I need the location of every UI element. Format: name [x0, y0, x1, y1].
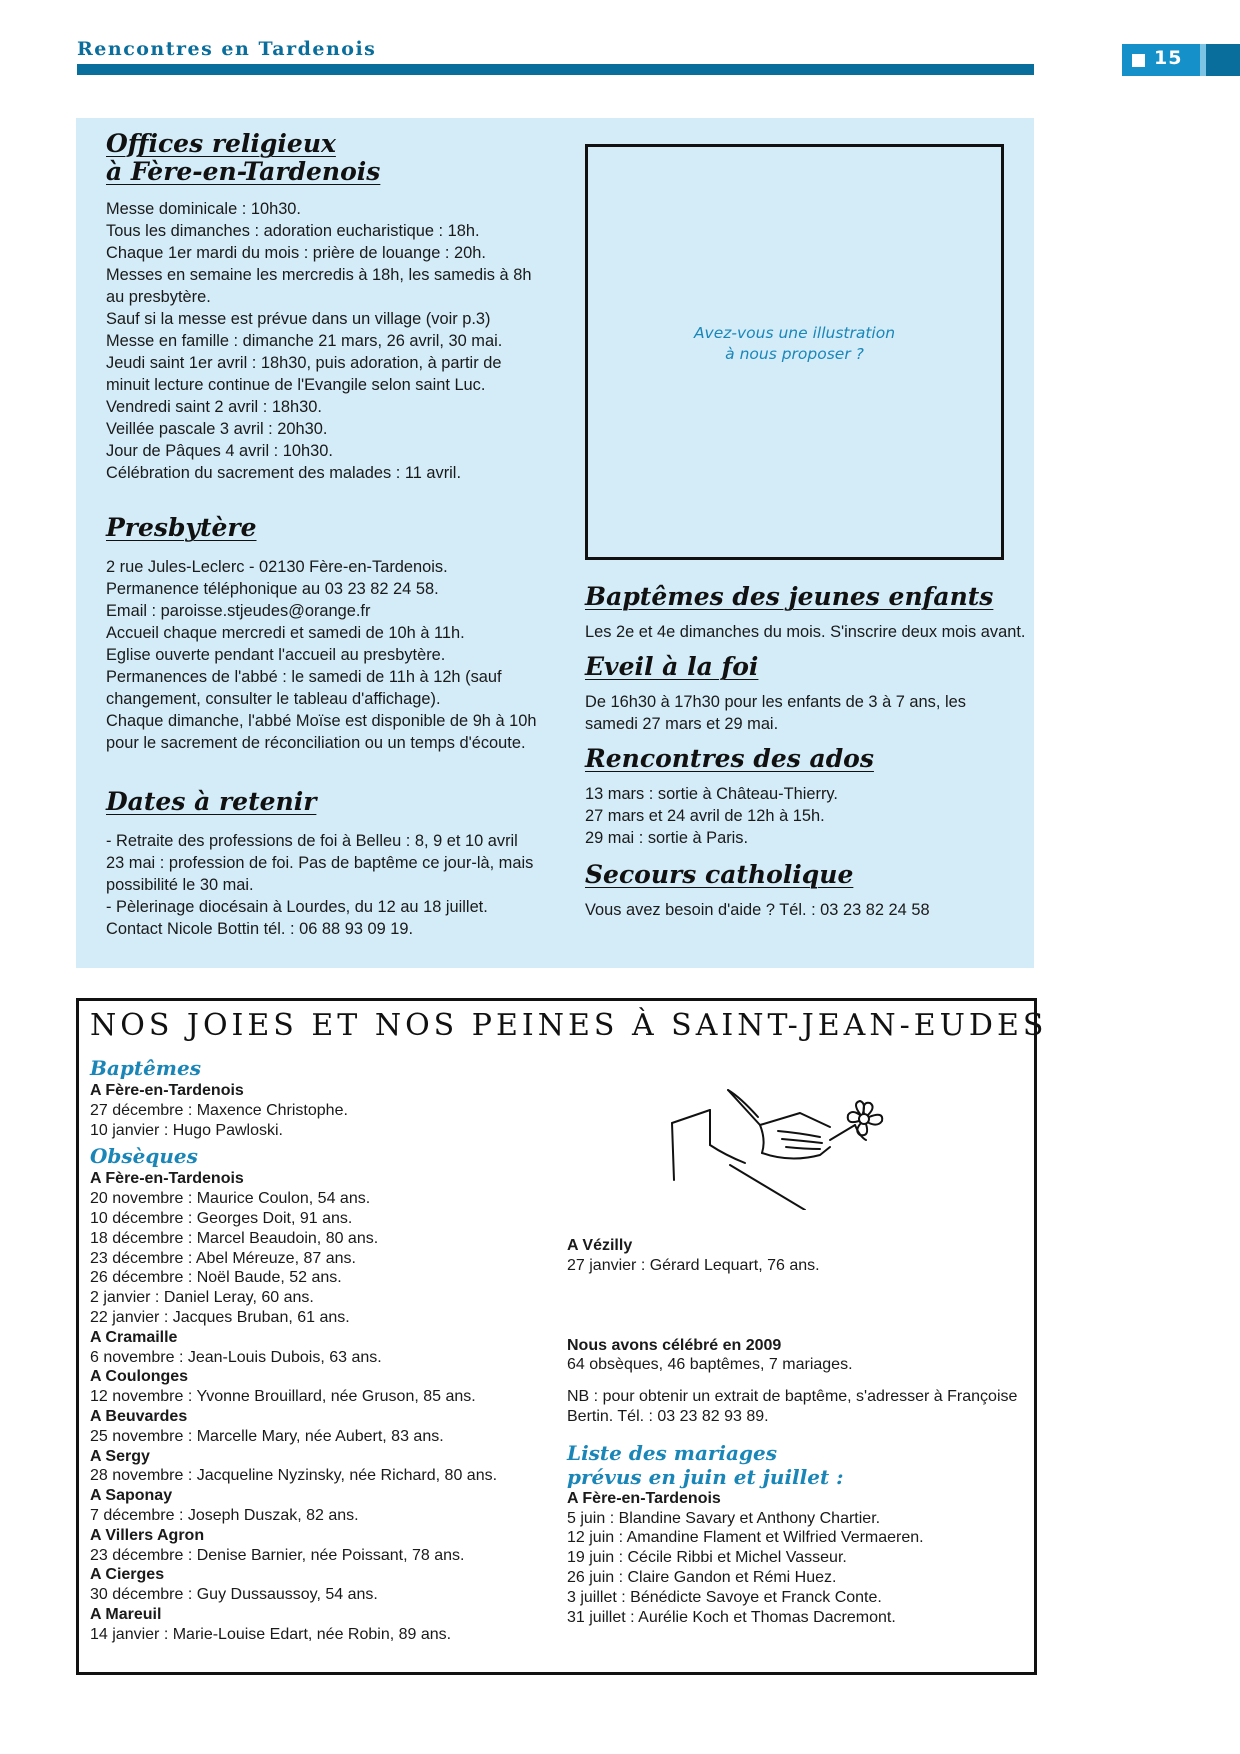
offices-line: Tous les dimanches : adoration eucharistique : 18h. [106, 222, 480, 240]
illustration-prompt [588, 323, 1001, 365]
page-number-tab [1122, 44, 1240, 76]
location-label: A Coulonges [90, 1368, 189, 1386]
celebre-heading: Nous avons célébré en 2009 [567, 1336, 782, 1354]
square-icon [1132, 54, 1145, 67]
list-item: 10 janvier : Hugo Pawloski. [90, 1121, 283, 1139]
presbytere-title: Presbytère [106, 513, 257, 542]
offices-line: Messe en famille : dimanche 21 mars, 26 avril, 30 mai. [106, 332, 503, 350]
secours-line: Vous avez besoin d'aide ? Tél. : 03 23 82 24 58 [585, 901, 930, 919]
list-item: 20 novembre : Maurice Coulon, 54 ans. [90, 1190, 371, 1208]
running-header: Rencontres en Tardenois [77, 38, 377, 60]
offices-text [106, 198, 536, 484]
offices-line: Jour de Pâques 4 avril : 10h30. [106, 442, 333, 460]
presbytere-line: changement, consulter le tableau d'affichage). [106, 690, 441, 708]
list-item: 10 décembre : Georges Doit, 91 ans. [90, 1209, 353, 1227]
nb-line: Bertin. Tél. : 03 23 82 93 89. [567, 1407, 769, 1425]
offices-line: Messe dominicale : 10h30. [106, 200, 301, 218]
offices-line: Vendredi saint 2 avril : 18h30. [106, 398, 322, 416]
presbytere-line: Chaque dimanche, l'abbé Moïse est disponible de 9h à 10h [106, 712, 537, 730]
eveil-text [585, 691, 1025, 735]
list-item: 27 décembre : Maxence Christophe. [90, 1101, 348, 1119]
list-item: 23 décembre : Abel Méreuze, 87 ans. [90, 1249, 356, 1267]
ados-line: 27 mars et 24 avril de 12h à 15h. [585, 807, 825, 825]
ados-text [585, 783, 1025, 849]
list-item: 31 juillet : Aurélie Koch et Thomas Dacremont. [567, 1608, 896, 1626]
list-item: 22 janvier : Jacques Bruban, 61 ans. [90, 1308, 350, 1326]
illustration-placeholder [585, 144, 1004, 560]
offices-line: Sauf si la messe est prévue dans un village (voir p.3) [106, 310, 491, 328]
tab-accent-dark [1206, 44, 1240, 76]
ados-line: 29 mai : sortie à Paris. [585, 829, 749, 847]
location-label: A Cierges [90, 1566, 165, 1584]
offices-line: Jeudi saint 1er avril : 18h30, puis adoration, à partir de [106, 354, 502, 372]
list-item: 7 décembre : Joseph Duszak, 82 ans. [90, 1506, 359, 1524]
offices-title-line1: Offices religieux [106, 129, 336, 158]
location-label: A Beuvardes [90, 1407, 188, 1425]
location-label: A Sergy [90, 1447, 150, 1465]
list-item: 26 décembre : Noël Baude, 52 ans. [90, 1269, 342, 1287]
illustration-prompt-line1: Avez-vous une illustration [693, 324, 896, 342]
presbytere-text [106, 556, 536, 754]
eveil-line: samedi 27 mars et 29 mai. [585, 715, 779, 733]
location-label: A Mareuil [90, 1605, 162, 1623]
location-label: A Saponay [90, 1487, 173, 1505]
offices-title [106, 130, 536, 186]
list-item: 28 novembre : Jacqueline Nyzinsky, née Richard, 80 ans. [90, 1467, 498, 1485]
list-item: 6 novembre : Jean-Louis Dubois, 63 ans. [90, 1348, 382, 1366]
list-item: 27 janvier : Gérard Lequart, 76 ans. [567, 1256, 820, 1274]
dates-line: 23 mai : profession de foi. Pas de baptême ce jour-là, mais [106, 854, 534, 872]
location-label: A Vézilly [567, 1237, 633, 1254]
dates-line: possibilité le 30 mai. [106, 876, 254, 894]
list-item: 30 décembre : Guy Dussaussoy, 54 ans. [90, 1586, 378, 1604]
spacer [567, 1276, 1017, 1336]
eveil-line: De 16h30 à 17h30 pour les enfants de 3 à 7 ans, les [585, 693, 966, 711]
baptemes-enfants-text [585, 621, 1025, 643]
mariages-heading-line1: Liste des mariages [567, 1440, 777, 1465]
dates-line: - Retraite des professions de foi à Belleu : 8, 9 et 10 avril [106, 832, 518, 850]
mariages-heading-line2: prévus en juin et juillet : [567, 1464, 844, 1489]
location-label: A Fère-en-Tardenois [90, 1170, 244, 1188]
location-label: A Villers Agron [90, 1526, 205, 1544]
secours-title: Secours catholique [585, 860, 854, 889]
presbytere-line: Accueil chaque mercredi et samedi de 10h à 11h. [106, 624, 465, 642]
offices-title-line2: à Fère-en-Tardenois [106, 157, 381, 186]
list-item: 25 novembre : Marcelle Mary, née Aubert, 83 ans. [90, 1427, 444, 1445]
baptemes-heading: Baptêmes [90, 1056, 201, 1080]
list-item: 18 décembre : Marcel Beaudoin, 80 ans. [90, 1229, 379, 1247]
baptemes-enfants-title: Baptêmes des jeunes enfants [585, 582, 994, 611]
offices-line: Chaque 1er mardi du mois : prière de louange : 20h. [106, 244, 486, 262]
list-item: 12 juin : Amandine Flament et Wilfried Vermaeren. [567, 1529, 924, 1547]
mariages-heading [567, 1441, 1017, 1489]
location-label: A Fère-en-Tardenois [567, 1489, 721, 1507]
presbytere-line: 2 rue Jules-Leclerc - 02130 Fère-en-Tardenois. [106, 558, 448, 576]
offices-line: minuit lecture continue de l'Evangile selon saint Luc. [106, 376, 486, 394]
illustration-prompt-line2: à nous proposer ? [725, 345, 864, 363]
info-right-column [585, 583, 1025, 921]
list-item: 14 janvier : Marie-Louise Edart, née Robin, 89 ans. [90, 1625, 452, 1643]
offices-line: Messes en semaine les mercredis à 18h, les samedis à 8h [106, 266, 532, 284]
nb-line: NB : pour obtenir un extrait de baptême, s'adresser à Françoise [567, 1388, 1018, 1406]
ados-title: Rencontres des ados [585, 744, 874, 773]
offices-line: Célébration du sacrement des malades : 11 avril. [106, 464, 462, 482]
joies-peines-title: NOS JOIES ET NOS PEINES À SAINT-JEAN-EUDES [90, 1008, 1048, 1043]
joies-left-column [90, 1055, 497, 1645]
presbytere-line: Eglise ouverte pendant l'accueil au presbytère. [106, 646, 446, 664]
page-number: 15 [1154, 47, 1183, 69]
joies-right-column [567, 1236, 1017, 1627]
location-label: A Cramaille [90, 1328, 178, 1346]
list-item: 23 décembre : Denise Barnier, née Poissant, 78 ans. [90, 1546, 465, 1564]
dates-text [106, 830, 536, 940]
header-rule [77, 64, 1034, 75]
presbytere-line: pour le sacrement de réconciliation ou un temps d'écoute. [106, 734, 526, 752]
list-item: 19 juin : Cécile Ribbi et Michel Vasseur. [567, 1549, 847, 1567]
celebre-text: 64 obsèques, 46 baptêmes, 7 mariages. [567, 1356, 853, 1374]
secours-text [585, 899, 1025, 921]
location-label: A Fère-en-Tardenois [90, 1082, 244, 1099]
baptemes-enfants-line: Les 2e et 4e dimanches du mois. S'inscrire deux mois avant. [585, 623, 1026, 641]
presbytere-line: Email : paroisse.stjeudes@orange.fr [106, 602, 371, 620]
ados-line: 13 mars : sortie à Château-Thierry. [585, 785, 838, 803]
presbytere-line: Permanences de l'abbé : le samedi de 11h à 12h (sauf [106, 668, 502, 686]
list-item: 5 juin : Blandine Savary et Anthony Chartier. [567, 1509, 881, 1527]
list-item: 2 janvier : Daniel Leray, 60 ans. [90, 1289, 314, 1307]
dates-line: Contact Nicole Bottin tél. : 06 88 93 09 19. [106, 920, 414, 938]
hand-flower-icon [670, 1085, 900, 1210]
list-item: 12 novembre : Yvonne Brouillard, née Gruson, 85 ans. [90, 1388, 476, 1406]
info-left-column [106, 130, 536, 940]
list-item: 3 juillet : Bénédicte Savoye et Franck Conte. [567, 1588, 882, 1606]
dates-line: - Pèlerinage diocésain à Lourdes, du 12 au 18 juillet. [106, 898, 488, 916]
obseques-heading: Obsèques [90, 1144, 198, 1169]
presbytere-line: Permanence téléphonique au 03 23 82 24 58. [106, 580, 439, 598]
eveil-title: Eveil à la foi [585, 652, 759, 681]
offices-line: au presbytère. [106, 288, 211, 306]
spacer [567, 1427, 1017, 1441]
list-item: 26 juin : Claire Gandon et Rémi Huez. [567, 1568, 837, 1586]
offices-line: Veillée pascale 3 avril : 20h30. [106, 420, 328, 438]
spacer [567, 1375, 1017, 1387]
dates-title: Dates à retenir [106, 787, 317, 816]
